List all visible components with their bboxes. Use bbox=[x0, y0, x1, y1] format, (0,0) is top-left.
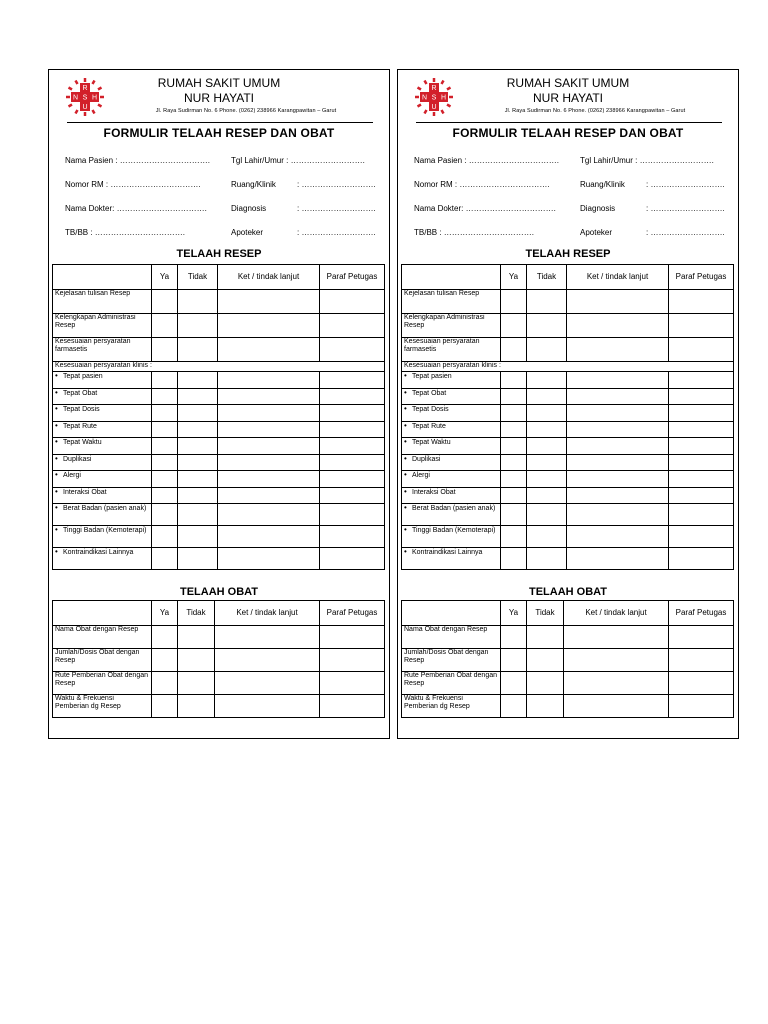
klinis-4-ya-cell[interactable] bbox=[152, 438, 178, 455]
klinis-8-tidak-cell[interactable] bbox=[527, 504, 567, 526]
form-title: FORMULIR TELAAH RESEP DAN OBAT bbox=[103, 126, 335, 140]
klinis-6-ket-cell[interactable] bbox=[567, 471, 669, 488]
klinis-7-ya-cell[interactable] bbox=[501, 487, 527, 504]
klinis-10-tidak-cell[interactable] bbox=[178, 548, 218, 570]
klinis-6-tidak-cell[interactable] bbox=[178, 471, 218, 488]
obat-criteria-label: Jumlah/Dosis Obat dengan Resep bbox=[53, 649, 152, 672]
klinis-1-ket-cell[interactable] bbox=[218, 388, 320, 405]
klinis-1-tidak-cell[interactable] bbox=[527, 388, 567, 405]
resep-0-ket-cell[interactable] bbox=[567, 290, 669, 314]
table-row bbox=[53, 695, 385, 718]
obat-0-ya-cell[interactable] bbox=[152, 626, 178, 649]
klinis-item-label: • Tepat pasien bbox=[402, 372, 501, 389]
klinis-item-label: • Tepat Rute bbox=[402, 421, 501, 438]
obat-1-ya-cell[interactable] bbox=[501, 649, 527, 672]
klinis-10-paraf-cell[interactable] bbox=[320, 548, 385, 570]
resep-1-tidak-cell[interactable] bbox=[527, 314, 567, 338]
klinis-item-label: • Duplikasi bbox=[53, 454, 152, 471]
table-row bbox=[53, 362, 385, 372]
obat-2-ket-cell[interactable] bbox=[564, 672, 669, 695]
obat-3-paraf-cell[interactable] bbox=[320, 695, 385, 718]
klinis-item-label: • Berat Badan (pasien anak) bbox=[53, 504, 152, 526]
klinis-8-paraf-cell[interactable] bbox=[669, 504, 734, 526]
resep-1-ya-cell[interactable] bbox=[152, 314, 178, 338]
obat-2-tidak-cell[interactable] bbox=[178, 672, 215, 695]
obat-2-paraf-cell[interactable] bbox=[669, 672, 734, 695]
klinis-4-paraf-cell[interactable] bbox=[320, 438, 385, 455]
obat-0-paraf-cell[interactable] bbox=[320, 626, 385, 649]
header-ya: Ya bbox=[501, 601, 527, 626]
header-tidak: Tidak bbox=[527, 265, 567, 290]
resep-0-tidak-cell[interactable] bbox=[178, 290, 218, 314]
klinis-8-ket-cell[interactable] bbox=[218, 504, 320, 526]
obat-0-paraf-cell[interactable] bbox=[669, 626, 734, 649]
klinis-item-label: • Tepat Obat bbox=[402, 388, 501, 405]
table-row bbox=[53, 626, 385, 649]
klinis-1-ket-cell[interactable] bbox=[567, 388, 669, 405]
klinis-6-ya-cell[interactable] bbox=[501, 471, 527, 488]
klinis-10-ya-cell[interactable] bbox=[152, 548, 178, 570]
klinis-item-label: • Tepat Waktu bbox=[53, 438, 152, 455]
svg-text:N: N bbox=[421, 94, 428, 102]
resep-2-paraf-cell[interactable] bbox=[320, 338, 385, 362]
klinis-9-paraf-cell[interactable] bbox=[320, 526, 385, 548]
resep-0-ya-cell[interactable] bbox=[501, 290, 527, 314]
klinis-item-label: • Tinggi Badan (Kemoterapi) bbox=[402, 526, 501, 548]
klinis-8-paraf-cell[interactable] bbox=[320, 504, 385, 526]
klinis-10-tidak-cell[interactable] bbox=[527, 548, 567, 570]
resep-criteria-label: Kejelasan tulisan Resep bbox=[53, 290, 152, 314]
hospital-address: Jl. Raya Sudirman No. 6 Phone. (0262) 238966 Karangpawitan – Garut bbox=[155, 108, 337, 114]
nama-pasien-field[interactable]: Nama Pasien : ……………………………. bbox=[414, 156, 559, 165]
klinis-3-ya-cell[interactable] bbox=[152, 421, 178, 438]
obat-0-ket-cell[interactable] bbox=[215, 626, 320, 649]
obat-3-tidak-cell[interactable] bbox=[527, 695, 564, 718]
table-row bbox=[402, 471, 734, 488]
obat-3-ya-cell[interactable] bbox=[501, 695, 527, 718]
table-row bbox=[53, 454, 385, 471]
form-left bbox=[48, 69, 390, 739]
klinis-9-paraf-cell[interactable] bbox=[669, 526, 734, 548]
obat-1-paraf-cell[interactable] bbox=[669, 649, 734, 672]
obat-2-ya-cell[interactable] bbox=[152, 672, 178, 695]
klinis-5-ya-cell[interactable] bbox=[501, 454, 527, 471]
klinis-6-tidak-cell[interactable] bbox=[527, 471, 567, 488]
hospital-name: RUMAH SAKIT UMUM bbox=[506, 76, 630, 90]
klinis-5-tidak-cell[interactable] bbox=[527, 454, 567, 471]
diagnosis-label: Diagnosis bbox=[231, 204, 267, 213]
obat-3-paraf-cell[interactable] bbox=[669, 695, 734, 718]
klinis-10-ya-cell[interactable] bbox=[501, 548, 527, 570]
obat-3-ya-cell[interactable] bbox=[152, 695, 178, 718]
telaah-resep-table bbox=[401, 264, 734, 570]
svg-text:R: R bbox=[431, 85, 437, 92]
table-row bbox=[402, 649, 734, 672]
obat-0-ya-cell[interactable] bbox=[501, 626, 527, 649]
klinis-item-label: • Duplikasi bbox=[402, 454, 501, 471]
klinis-2-tidak-cell[interactable] bbox=[527, 405, 567, 422]
table-row bbox=[402, 290, 734, 314]
table-row bbox=[53, 338, 385, 362]
klinis-5-tidak-cell[interactable] bbox=[178, 454, 218, 471]
table-row bbox=[402, 314, 734, 338]
table-row bbox=[402, 672, 734, 695]
header-divider bbox=[67, 122, 373, 123]
klinis-1-ya-cell[interactable] bbox=[501, 388, 527, 405]
table-row bbox=[402, 526, 734, 548]
form-right bbox=[397, 69, 739, 739]
svg-text:U: U bbox=[82, 104, 88, 111]
table-row bbox=[53, 548, 385, 570]
obat-2-paraf-cell[interactable] bbox=[320, 672, 385, 695]
diagnosis-field[interactable]: : ………………………. bbox=[646, 204, 725, 213]
ruang-field[interactable]: : ………………………. bbox=[646, 180, 725, 189]
klinis-0-ya-cell[interactable] bbox=[501, 372, 527, 389]
resep-0-tidak-cell[interactable] bbox=[527, 290, 567, 314]
klinis-7-ket-cell[interactable] bbox=[218, 487, 320, 504]
klinis-4-tidak-cell[interactable] bbox=[178, 438, 218, 455]
header-ya: Ya bbox=[152, 265, 178, 290]
klinis-item-label: • Tepat Waktu bbox=[402, 438, 501, 455]
resep-2-ket-cell[interactable] bbox=[567, 338, 669, 362]
table-row bbox=[53, 672, 385, 695]
klinis-8-tidak-cell[interactable] bbox=[178, 504, 218, 526]
obat-1-tidak-cell[interactable] bbox=[527, 649, 564, 672]
klinis-0-tidak-cell[interactable] bbox=[527, 372, 567, 389]
klinis-2-ya-cell[interactable] bbox=[152, 405, 178, 422]
tgl-lahir-field[interactable]: Tgl Lahir/Umur : ………………………. bbox=[580, 156, 714, 165]
header-ket: Ket / tindak lanjut bbox=[564, 601, 669, 626]
klinis-2-tidak-cell[interactable] bbox=[178, 405, 218, 422]
ruang-label: Ruang/Klinik bbox=[580, 180, 625, 189]
klinis-0-tidak-cell[interactable] bbox=[178, 372, 218, 389]
klinis-item-label: • Tepat Rute bbox=[53, 421, 152, 438]
klinis-7-tidak-cell[interactable] bbox=[178, 487, 218, 504]
resep-2-paraf-cell[interactable] bbox=[669, 338, 734, 362]
header-divider bbox=[416, 122, 722, 123]
klinis-3-ket-cell[interactable] bbox=[567, 421, 669, 438]
header-ya: Ya bbox=[152, 601, 178, 626]
klinis-item-label: • Kontraindikasi Lainnya bbox=[53, 548, 152, 570]
hospital-name: RUMAH SAKIT UMUM bbox=[157, 76, 281, 90]
table-row bbox=[53, 421, 385, 438]
klinis-item-label: • Tepat Dosis bbox=[402, 405, 501, 422]
table-row bbox=[53, 290, 385, 314]
obat-3-tidak-cell[interactable] bbox=[178, 695, 215, 718]
klinis-10-ket-cell[interactable] bbox=[218, 548, 320, 570]
obat-1-ket-cell[interactable] bbox=[564, 649, 669, 672]
klinis-3-paraf-cell[interactable] bbox=[669, 421, 734, 438]
klinis-8-ya-cell[interactable] bbox=[501, 504, 527, 526]
resep-1-ya-cell[interactable] bbox=[501, 314, 527, 338]
header-paraf: Paraf Petugas bbox=[669, 601, 734, 626]
telaah-obat-title: TELAAH OBAT bbox=[179, 586, 258, 598]
klinis-3-ket-cell[interactable] bbox=[218, 421, 320, 438]
klinis-7-tidak-cell[interactable] bbox=[527, 487, 567, 504]
resep-0-ket-cell[interactable] bbox=[218, 290, 320, 314]
form-title: FORMULIR TELAAH RESEP DAN OBAT bbox=[452, 126, 684, 140]
apoteker-field[interactable]: : ………………………. bbox=[646, 228, 725, 237]
obat-1-paraf-cell[interactable] bbox=[320, 649, 385, 672]
resep-0-ya-cell[interactable] bbox=[152, 290, 178, 314]
resep-1-paraf-cell[interactable] bbox=[320, 314, 385, 338]
klinis-0-paraf-cell[interactable] bbox=[669, 372, 734, 389]
resep-criteria-label: Kelengkapan Administrasi Resep bbox=[53, 314, 152, 338]
obat-1-ya-cell[interactable] bbox=[152, 649, 178, 672]
klinis-9-ket-cell[interactable] bbox=[567, 526, 669, 548]
klinis-8-ya-cell[interactable] bbox=[152, 504, 178, 526]
resep-2-ket-cell[interactable] bbox=[218, 338, 320, 362]
table-row bbox=[53, 405, 385, 422]
klinis-4-tidak-cell[interactable] bbox=[527, 438, 567, 455]
table-row bbox=[53, 388, 385, 405]
header-tidak: Tidak bbox=[527, 601, 564, 626]
klinis-item-label: • Tepat Obat bbox=[53, 388, 152, 405]
table-row bbox=[53, 649, 385, 672]
klinis-4-ket-cell[interactable] bbox=[567, 438, 669, 455]
klinis-item-label: • Interaksi Obat bbox=[53, 487, 152, 504]
table-row bbox=[402, 405, 734, 422]
klinis-2-ya-cell[interactable] bbox=[501, 405, 527, 422]
svg-text:S: S bbox=[82, 94, 88, 102]
telaah-obat-table bbox=[401, 600, 734, 718]
obat-criteria-label: Nama Obat dengan Resep bbox=[402, 626, 501, 649]
nama-dokter-field[interactable]: Nama Dokter: ……………………………. bbox=[65, 204, 207, 213]
nomor-rm-field[interactable]: Nomor RM : ……………………………. bbox=[65, 180, 201, 189]
obat-criteria-label: Waktu & Frekuensi Pemberian dg Resep bbox=[53, 695, 152, 718]
tbbb-field[interactable]: TB/BB : ……………………………. bbox=[414, 228, 535, 237]
klinis-9-tidak-cell[interactable] bbox=[527, 526, 567, 548]
obat-0-tidak-cell[interactable] bbox=[527, 626, 564, 649]
table-row bbox=[402, 372, 734, 389]
klinis-1-paraf-cell[interactable] bbox=[320, 388, 385, 405]
table-row bbox=[53, 526, 385, 548]
klinis-4-ya-cell[interactable] bbox=[501, 438, 527, 455]
klinis-6-ket-cell[interactable] bbox=[218, 471, 320, 488]
klinis-1-tidak-cell[interactable] bbox=[178, 388, 218, 405]
telaah-resep-table bbox=[52, 264, 385, 570]
klinis-item-label: • Tinggi Badan (Kemoterapi) bbox=[53, 526, 152, 548]
svg-text:U: U bbox=[431, 104, 437, 111]
resep-1-tidak-cell[interactable] bbox=[178, 314, 218, 338]
telaah-obat-table bbox=[52, 600, 385, 718]
telaah-obat-title: TELAAH OBAT bbox=[528, 586, 607, 598]
resep-0-paraf-cell[interactable] bbox=[320, 290, 385, 314]
nomor-rm-field[interactable]: Nomor RM : ……………………………. bbox=[414, 180, 550, 189]
resep-criteria-label: Kelengkapan Administrasi Resep bbox=[402, 314, 501, 338]
klinis-3-tidak-cell[interactable] bbox=[178, 421, 218, 438]
klinis-item-label: • Alergi bbox=[53, 471, 152, 488]
klinis-7-ya-cell[interactable] bbox=[152, 487, 178, 504]
resep-2-tidak-cell[interactable] bbox=[527, 338, 567, 362]
klinis-9-ya-cell[interactable] bbox=[501, 526, 527, 548]
table-row bbox=[402, 626, 734, 649]
header-empty bbox=[53, 265, 152, 290]
table-row bbox=[402, 695, 734, 718]
klinis-7-paraf-cell[interactable] bbox=[320, 487, 385, 504]
resep-2-tidak-cell[interactable] bbox=[178, 338, 218, 362]
table-row bbox=[402, 421, 734, 438]
obat-3-ket-cell[interactable] bbox=[564, 695, 669, 718]
klinis-4-paraf-cell[interactable] bbox=[669, 438, 734, 455]
obat-1-ket-cell[interactable] bbox=[215, 649, 320, 672]
header-ya: Ya bbox=[501, 265, 527, 290]
resep-2-ya-cell[interactable] bbox=[501, 338, 527, 362]
obat-2-tidak-cell[interactable] bbox=[527, 672, 564, 695]
klinis-3-paraf-cell[interactable] bbox=[320, 421, 385, 438]
klinis-5-ket-cell[interactable] bbox=[567, 454, 669, 471]
obat-criteria-label: Rute Pemberian Obat dengan Resep bbox=[53, 672, 152, 695]
resep-1-paraf-cell[interactable] bbox=[669, 314, 734, 338]
table-row bbox=[402, 438, 734, 455]
table-row bbox=[53, 504, 385, 526]
klinis-item-label: • Interaksi Obat bbox=[402, 487, 501, 504]
telaah-resep-title: TELAAH RESEP bbox=[525, 248, 611, 260]
diagnosis-field[interactable]: : ………………………. bbox=[297, 204, 376, 213]
table-row bbox=[53, 314, 385, 338]
nama-pasien-field[interactable]: Nama Pasien : ……………………………. bbox=[65, 156, 210, 165]
klinis-5-paraf-cell[interactable] bbox=[320, 454, 385, 471]
obat-criteria-label: Rute Pemberian Obat dengan Resep bbox=[402, 672, 501, 695]
header-ket: Ket / tindak lanjut bbox=[215, 601, 320, 626]
header-tidak: Tidak bbox=[178, 265, 218, 290]
apoteker-field[interactable]: : ………………………. bbox=[297, 228, 376, 237]
klinis-0-ket-cell[interactable] bbox=[218, 372, 320, 389]
obat-2-ya-cell[interactable] bbox=[501, 672, 527, 695]
svg-text:R: R bbox=[82, 85, 88, 92]
table-row bbox=[402, 388, 734, 405]
header-ket: Ket / tindak lanjut bbox=[567, 265, 669, 290]
resep-criteria-label: Kejelasan tulisan Resep bbox=[402, 290, 501, 314]
klinis-2-ket-cell[interactable] bbox=[218, 405, 320, 422]
klinis-10-paraf-cell[interactable] bbox=[669, 548, 734, 570]
diagnosis-label: Diagnosis bbox=[580, 204, 616, 213]
klinis-label: Kesesuaian persyaratan klinis : bbox=[402, 362, 734, 372]
hospital-name-sub: NUR HAYATI bbox=[183, 91, 254, 105]
klinis-item-label: • Berat Badan (pasien anak) bbox=[402, 504, 501, 526]
klinis-6-ya-cell[interactable] bbox=[152, 471, 178, 488]
resep-2-ya-cell[interactable] bbox=[152, 338, 178, 362]
apoteker-label: Apoteker bbox=[231, 228, 264, 237]
obat-2-ket-cell[interactable] bbox=[215, 672, 320, 695]
header-paraf: Paraf Petugas bbox=[320, 265, 385, 290]
obat-criteria-label: Waktu & Frekuensi Pemberian dg Resep bbox=[402, 695, 501, 718]
klinis-item-label: • Alergi bbox=[402, 471, 501, 488]
obat-0-ket-cell[interactable] bbox=[564, 626, 669, 649]
table-row bbox=[53, 471, 385, 488]
resep-criteria-label: Kesesuaian persyaratan farmasetis bbox=[53, 338, 152, 362]
klinis-1-paraf-cell[interactable] bbox=[669, 388, 734, 405]
table-row bbox=[53, 487, 385, 504]
klinis-7-ket-cell[interactable] bbox=[567, 487, 669, 504]
klinis-item-label: • Kontraindikasi Lainnya bbox=[402, 548, 501, 570]
header-paraf: Paraf Petugas bbox=[669, 265, 734, 290]
klinis-3-tidak-cell[interactable] bbox=[527, 421, 567, 438]
klinis-5-ket-cell[interactable] bbox=[218, 454, 320, 471]
obat-criteria-label: Jumlah/Dosis Obat dengan Resep bbox=[402, 649, 501, 672]
table-row bbox=[402, 362, 734, 372]
tgl-lahir-field[interactable]: Tgl Lahir/Umur : ………………………. bbox=[231, 156, 365, 165]
klinis-item-label: • Tepat Dosis bbox=[53, 405, 152, 422]
obat-0-tidak-cell[interactable] bbox=[178, 626, 215, 649]
klinis-3-ya-cell[interactable] bbox=[501, 421, 527, 438]
table-row bbox=[53, 438, 385, 455]
obat-3-ket-cell[interactable] bbox=[215, 695, 320, 718]
header-tidak: Tidak bbox=[178, 601, 215, 626]
header-empty bbox=[402, 265, 501, 290]
klinis-6-paraf-cell[interactable] bbox=[669, 471, 734, 488]
header-paraf: Paraf Petugas bbox=[320, 601, 385, 626]
klinis-0-ya-cell[interactable] bbox=[152, 372, 178, 389]
header-empty bbox=[402, 601, 501, 626]
tbbb-field[interactable]: TB/BB : ……………………………. bbox=[65, 228, 186, 237]
klinis-8-ket-cell[interactable] bbox=[567, 504, 669, 526]
hospital-name-sub: NUR HAYATI bbox=[532, 91, 603, 105]
svg-text:N: N bbox=[72, 94, 79, 102]
table-row bbox=[402, 454, 734, 471]
table-row bbox=[402, 338, 734, 362]
klinis-label: Kesesuaian persyaratan klinis : bbox=[53, 362, 385, 372]
svg-text:H: H bbox=[440, 94, 447, 102]
svg-text:H: H bbox=[91, 94, 98, 102]
table-row bbox=[402, 548, 734, 570]
ruang-label: Ruang/Klinik bbox=[231, 180, 276, 189]
klinis-0-paraf-cell[interactable] bbox=[320, 372, 385, 389]
svg-text:S: S bbox=[431, 94, 437, 102]
klinis-9-ket-cell[interactable] bbox=[218, 526, 320, 548]
obat-criteria-label: Nama Obat dengan Resep bbox=[53, 626, 152, 649]
ruang-field[interactable]: : ………………………. bbox=[297, 180, 376, 189]
klinis-6-paraf-cell[interactable] bbox=[320, 471, 385, 488]
klinis-2-ket-cell[interactable] bbox=[567, 405, 669, 422]
resep-0-paraf-cell[interactable] bbox=[669, 290, 734, 314]
table-row bbox=[402, 504, 734, 526]
telaah-resep-title: TELAAH RESEP bbox=[176, 248, 262, 260]
klinis-2-paraf-cell[interactable] bbox=[320, 405, 385, 422]
header-ket: Ket / tindak lanjut bbox=[218, 265, 320, 290]
resep-1-ket-cell[interactable] bbox=[218, 314, 320, 338]
table-row bbox=[402, 487, 734, 504]
resep-criteria-label: Kesesuaian persyaratan farmasetis bbox=[402, 338, 501, 362]
nama-dokter-field[interactable]: Nama Dokter: ……………………………. bbox=[414, 204, 556, 213]
header-empty bbox=[53, 601, 152, 626]
klinis-7-paraf-cell[interactable] bbox=[669, 487, 734, 504]
klinis-5-paraf-cell[interactable] bbox=[669, 454, 734, 471]
klinis-item-label: • Tepat pasien bbox=[53, 372, 152, 389]
klinis-1-ya-cell[interactable] bbox=[152, 388, 178, 405]
klinis-0-ket-cell[interactable] bbox=[567, 372, 669, 389]
klinis-9-tidak-cell[interactable] bbox=[178, 526, 218, 548]
klinis-4-ket-cell[interactable] bbox=[218, 438, 320, 455]
hospital-address: Jl. Raya Sudirman No. 6 Phone. (0262) 238966 Karangpawitan – Garut bbox=[504, 108, 686, 114]
obat-1-tidak-cell[interactable] bbox=[178, 649, 215, 672]
klinis-2-paraf-cell[interactable] bbox=[669, 405, 734, 422]
klinis-5-ya-cell[interactable] bbox=[152, 454, 178, 471]
resep-1-ket-cell[interactable] bbox=[567, 314, 669, 338]
klinis-10-ket-cell[interactable] bbox=[567, 548, 669, 570]
klinis-9-ya-cell[interactable] bbox=[152, 526, 178, 548]
table-row bbox=[53, 372, 385, 389]
apoteker-label: Apoteker bbox=[580, 228, 613, 237]
